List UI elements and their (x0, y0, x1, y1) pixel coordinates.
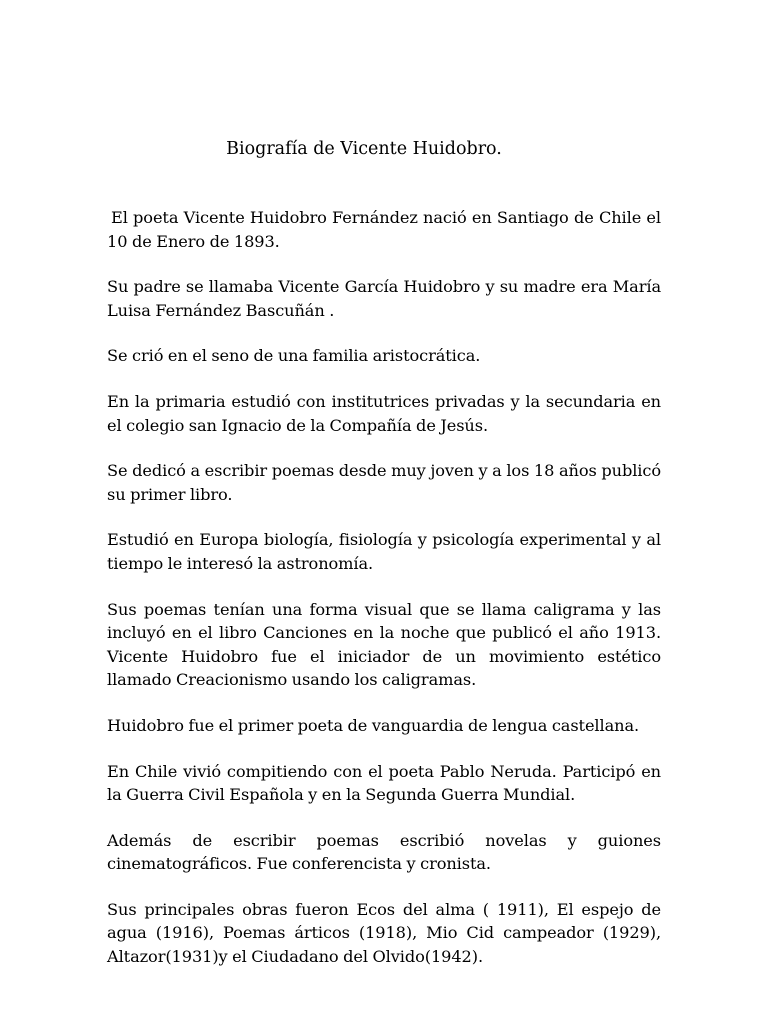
paragraph-first-book: Se dedicó a escribir poemas desde muy joven y a los 18 años publicó su primer libro. (107, 461, 661, 504)
paragraph-calligrams: Sus poemas tenían una forma visual que se llama caligrama y las incluyó en el libro Canciones en la noche que publicó el año 1913. Vicente Huidobro fue el iniciador de un movimiento estético llamado Creacionismo usando los caligramas. (107, 599, 661, 690)
paragraph-parents: Su padre se llamaba Vicente García Huidobro y su madre era María Luisa Fernández Bascuñán . (107, 277, 661, 320)
document-body (107, 206, 661, 991)
paragraph-birth: El poeta Vicente Huidobro Fernández nació en Santiago de Chile el 10 de Enero de 1893. (107, 208, 661, 251)
paragraph-main-works: Sus principales obras fueron Ecos del alma ( 1911), El espejo de agua (1916), Poemas árticos (1918), Mio Cid campeador (1929), Altazor(1931)y el Ciudadano del Olvido(1942). (107, 899, 661, 967)
document-title: Biografía de Vicente Huidobro. (226, 139, 502, 159)
paragraph-schooling: En la primaria estudió con institutrices privadas y la secundaria en el colegio san Ignacio de la Compañía de Jesús. (107, 391, 661, 435)
paragraph-other-works: Además de escribir poemas escribió novelas y guiones cinematográficos. Fue conferencista y cronista. (107, 830, 661, 874)
paragraph-family: Se crió en el seno de una familia aristocrática. (107, 346, 481, 366)
paragraph-neruda: En Chile vivió compitiendo con el poeta Pablo Neruda. Participó en la Guerra Civil Española y en la Segunda Guerra Mundial. (107, 761, 661, 805)
paragraph-studies: Estudió en Europa biología, fisiología y psicología experimental y al tiempo le interesó la astronomía. (107, 530, 661, 573)
paragraph-vanguard: Huidobro fue el primer poeta de vanguardia de lengua castellana. (107, 715, 640, 735)
